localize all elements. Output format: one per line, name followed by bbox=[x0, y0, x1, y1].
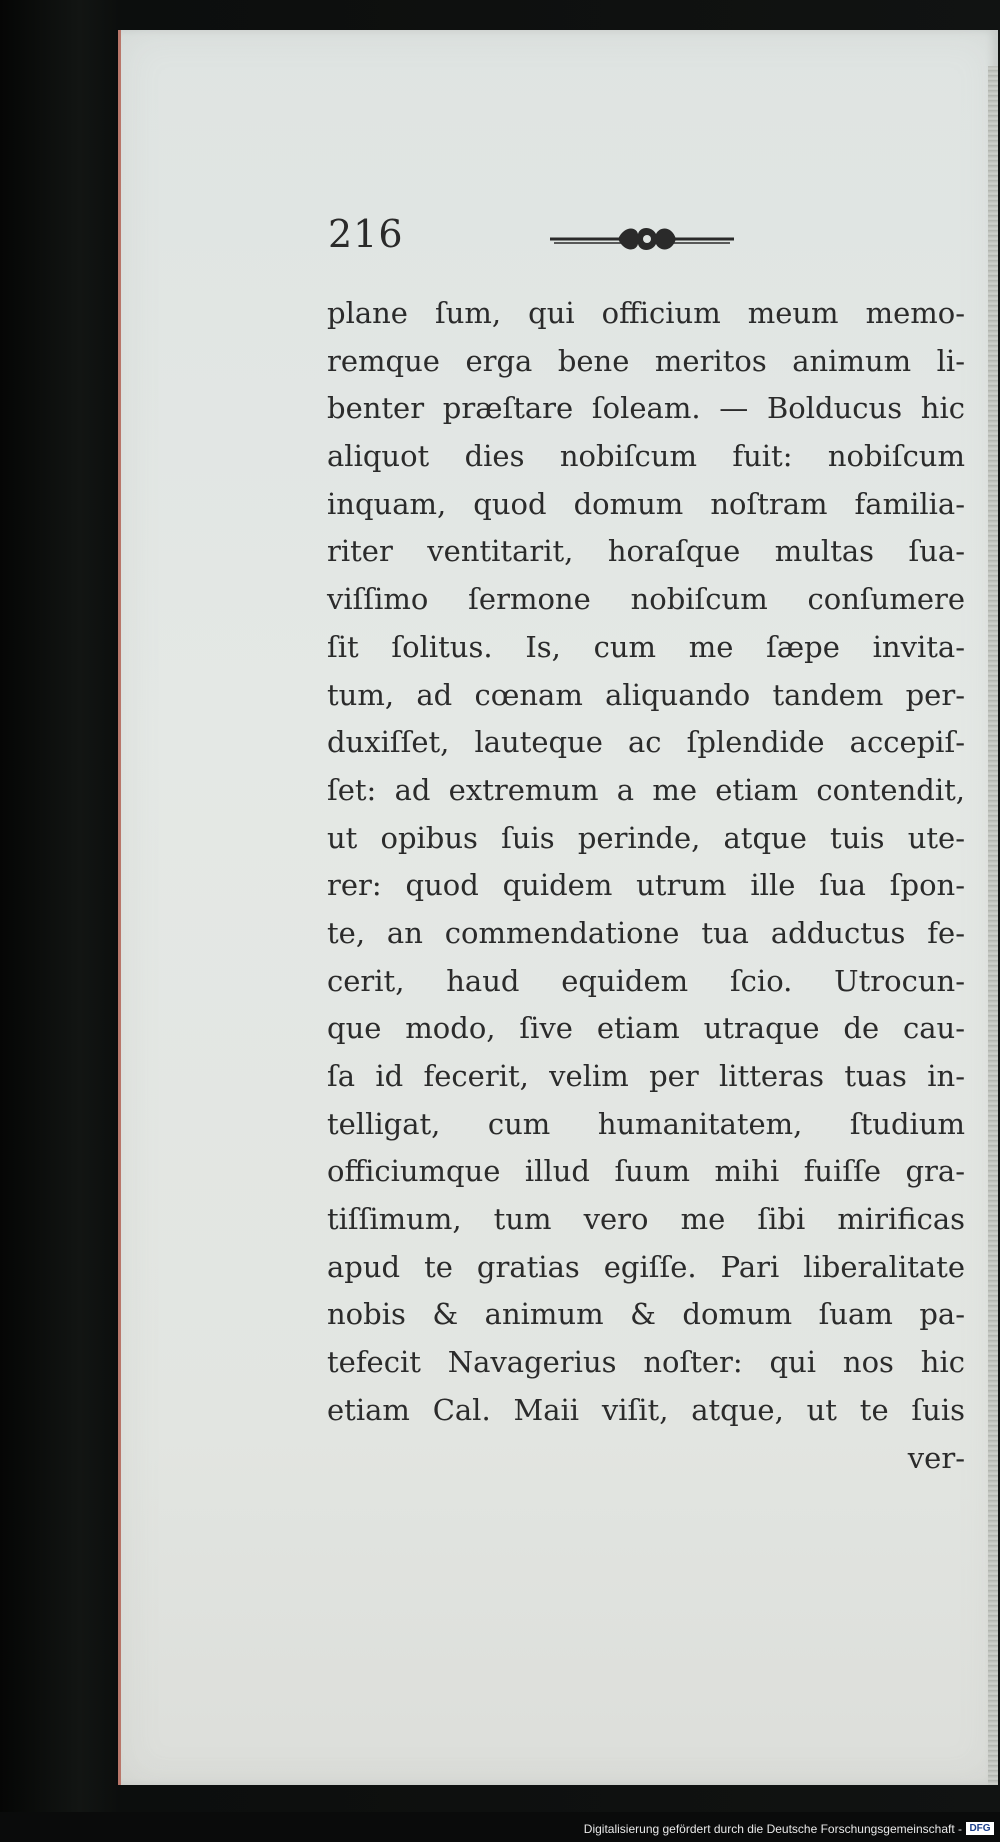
body-text bbox=[327, 290, 965, 1482]
text-line: telligat, cum humanitatem, ſtudium bbox=[327, 1106, 965, 1141]
text-line: etiam Cal. Maii viſit, atque, ut te ſuis bbox=[327, 1392, 965, 1427]
text-line: riter ventitarit, horaſque multas ſua- bbox=[327, 534, 965, 569]
text-line: duxiſſet, lauteque ac ſplendide accepiſ- bbox=[327, 725, 965, 760]
text-line: apud te gratias egiſſe. Pari liberalitate bbox=[327, 1249, 965, 1284]
text-line: nobis & animum & domum ſuam pa- bbox=[327, 1297, 965, 1332]
footer-bar bbox=[0, 1812, 1000, 1842]
text-line: te, an commendatione tua adductus fe- bbox=[327, 915, 965, 950]
text-line: tum, ad cœnam aliquando tandem per- bbox=[327, 677, 965, 712]
text-line: que modo, ſive etiam utraque de cau- bbox=[327, 1011, 965, 1046]
text-line: ut opibus ſuis perinde, atque tuis ute- bbox=[327, 820, 965, 855]
text-line: ſit ſolitus. Is, cum me ſæpe invita- bbox=[327, 629, 965, 664]
text-line: officiumque illud ſuum mihi fuiſſe gra- bbox=[327, 1154, 965, 1189]
text-line: viſſimo ſermone nobiſcum conſumere bbox=[327, 582, 965, 617]
text-line: tefecit Navagerius noſter: qui nos hic bbox=[327, 1345, 965, 1380]
text-line: aliquot dies nobiſcum fuit: nobiſcum bbox=[327, 439, 965, 474]
text-line: benter præſtare ſoleam. — Bolducus hic bbox=[327, 391, 965, 426]
text-line: cerit, haud equidem ſcio. Utrocun- bbox=[327, 963, 965, 998]
text-line: tiſſimum, tum vero me ſibi mirificas bbox=[327, 1202, 965, 1237]
dfg-logo-icon: DFG bbox=[966, 1822, 994, 1835]
page-edge bbox=[988, 66, 998, 1785]
page-number: 216 bbox=[328, 212, 404, 256]
catchword: ver- bbox=[907, 1440, 965, 1475]
text-line: ſet: ad extremum a me etiam contendit, bbox=[327, 772, 965, 807]
text-line: remque erga bene meritos animum li- bbox=[327, 343, 965, 378]
text-line: inquam, quod domum noſtram familia- bbox=[327, 486, 965, 521]
text-line: rer: quod quidem utrum ille ſua ſpon- bbox=[327, 868, 965, 903]
text-line: plane ſum, qui officium meum memo- bbox=[327, 296, 965, 330]
funding-notice: Digitalisierung gefördert durch die Deutsche Forschungsgemeinschaft - bbox=[583, 1822, 962, 1836]
ornament-rule bbox=[548, 222, 736, 256]
text-line: ſa id fecerit, velim per litteras tuas in- bbox=[327, 1059, 965, 1093]
